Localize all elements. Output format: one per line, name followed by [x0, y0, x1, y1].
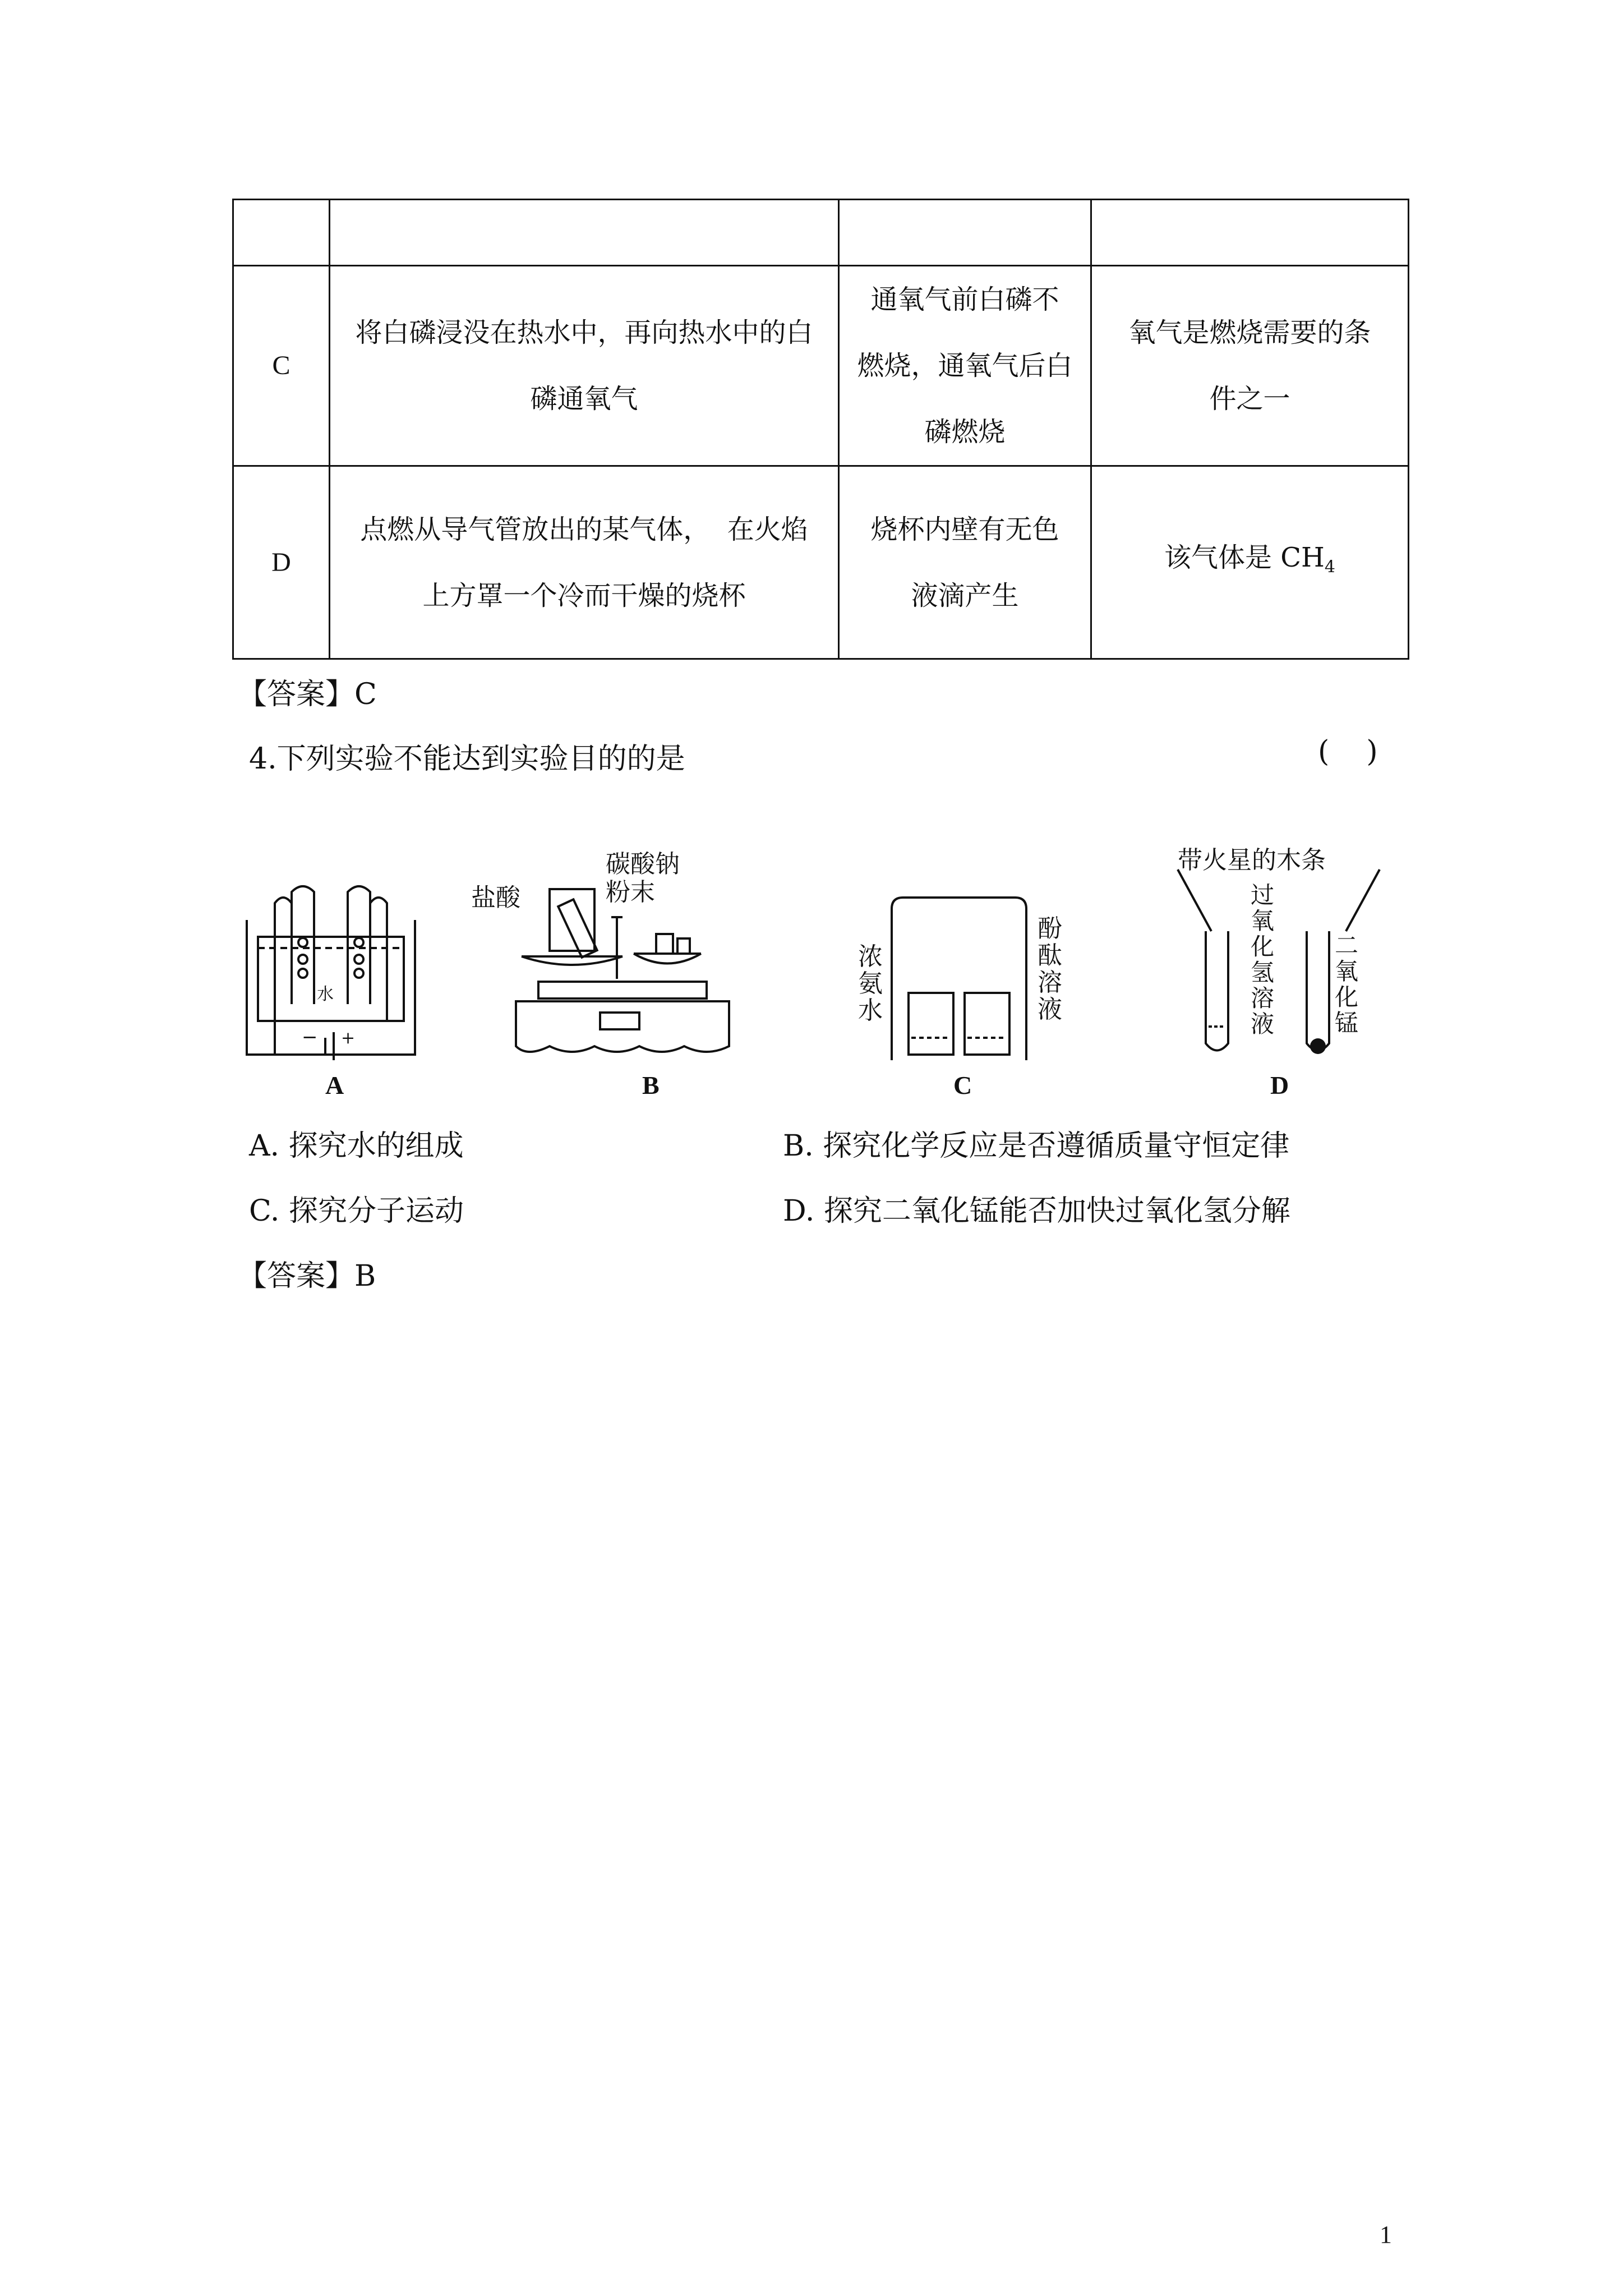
label-h2o2-4: 氢	[1251, 959, 1275, 986]
label-mno2-2: 氧	[1335, 958, 1359, 985]
operation-line: 将白磷浸没在热水中，再向热水中的白	[355, 317, 813, 348]
label-plus: +	[341, 1028, 356, 1048]
label-h2o2-1: 过	[1251, 881, 1275, 909]
phenomenon-cell	[839, 466, 1091, 659]
operation-line: 上方罩一个冷而干燥的烧杯	[422, 579, 746, 611]
label-mno2-1: 二	[1335, 932, 1359, 959]
option-d: D. 探究二氧化锰能否加快过氧化氢分解	[783, 1194, 1290, 1228]
table-cell	[330, 200, 839, 266]
phenomenon-line: 通氧气前白磷不	[870, 284, 1059, 315]
figure-label-a: A	[325, 1071, 344, 1099]
label-h2o2-3: 化	[1251, 933, 1275, 960]
label-phenol-3: 溶	[1038, 968, 1062, 997]
label-phenol-4: 液	[1038, 995, 1062, 1024]
label-water: 水	[317, 984, 334, 1004]
operation-line: 磷通氧气	[530, 383, 638, 415]
table-row	[233, 266, 1409, 466]
option-a: A. 探究水的组成	[249, 1129, 464, 1163]
manganese-dioxide	[1310, 1038, 1326, 1054]
operation-cell	[330, 466, 839, 659]
subscript: 4	[1324, 557, 1335, 577]
balance-apparatus	[471, 844, 751, 1057]
conclusion-line: 件之一	[1209, 383, 1290, 415]
label-acid: 盐酸	[471, 884, 520, 912]
molecule-motion-apparatus	[852, 892, 1077, 1066]
figure-label-b: B	[642, 1071, 660, 1099]
label-minus: −	[302, 1026, 318, 1048]
answer-bracket: ( )	[1318, 735, 1378, 769]
option-b: B. 探究化学反应是否遵循质量守恒定律	[783, 1129, 1290, 1163]
catalyst-apparatus	[1166, 841, 1402, 1066]
label-splint: 带火星的木条	[1178, 846, 1326, 875]
label-ammonia-3: 水	[858, 996, 883, 1025]
operation-line: 点燃从导气管放出的某气体， 在火焰	[360, 513, 808, 545]
label-phenol-1: 酚	[1038, 914, 1062, 943]
row-id: D	[233, 466, 330, 659]
answer-2: 【答案】B	[238, 1259, 376, 1293]
label-powder-1: 碳酸钠	[606, 850, 680, 878]
operation-cell	[330, 266, 839, 466]
label-mno2-4: 锰	[1335, 1009, 1359, 1037]
figure-label-d: D	[1270, 1071, 1289, 1099]
conclusion-text: 该气体是 CH	[1164, 541, 1325, 573]
conclusion-line: 氧气是燃烧需要的条	[1128, 317, 1371, 348]
figure-label-c: C	[953, 1071, 972, 1099]
label-h2o2-5: 溶	[1251, 984, 1275, 1012]
phenomenon-line: 磷燃烧	[924, 416, 1006, 448]
label-h2o2-6: 液	[1251, 1010, 1275, 1038]
table-row	[233, 200, 1409, 266]
table-cell	[1091, 200, 1409, 266]
conclusion-cell	[1091, 466, 1409, 659]
conclusion-cell	[1091, 266, 1409, 466]
electrolysis-apparatus	[241, 881, 421, 1060]
table-row	[233, 466, 1409, 659]
row-id: C	[233, 266, 330, 466]
label-ammonia-1: 浓	[858, 942, 883, 971]
phenomenon-line: 燃烧，通氧气后白	[857, 350, 1073, 381]
option-c: C. 探究分子运动	[249, 1194, 464, 1228]
label-phenol-2: 酞	[1038, 941, 1062, 970]
label-ammonia-2: 氨	[858, 969, 883, 998]
answer-1: 【答案】C	[238, 678, 377, 711]
experiment-table	[232, 199, 1409, 660]
table-cell	[839, 200, 1091, 266]
table-cell	[233, 200, 330, 266]
question-4: 4.下列实验不能达到实验目的的是	[249, 742, 685, 776]
label-mno2-3: 化	[1335, 983, 1359, 1011]
phenomenon-cell	[839, 266, 1091, 466]
label-h2o2-2: 氧	[1251, 907, 1275, 935]
label-powder-2: 粉末	[606, 878, 655, 907]
phenomenon-line: 液滴产生	[911, 579, 1019, 611]
page-number: 1	[1380, 2221, 1392, 2248]
phenomenon-line: 烧杯内壁有无色	[870, 513, 1059, 545]
